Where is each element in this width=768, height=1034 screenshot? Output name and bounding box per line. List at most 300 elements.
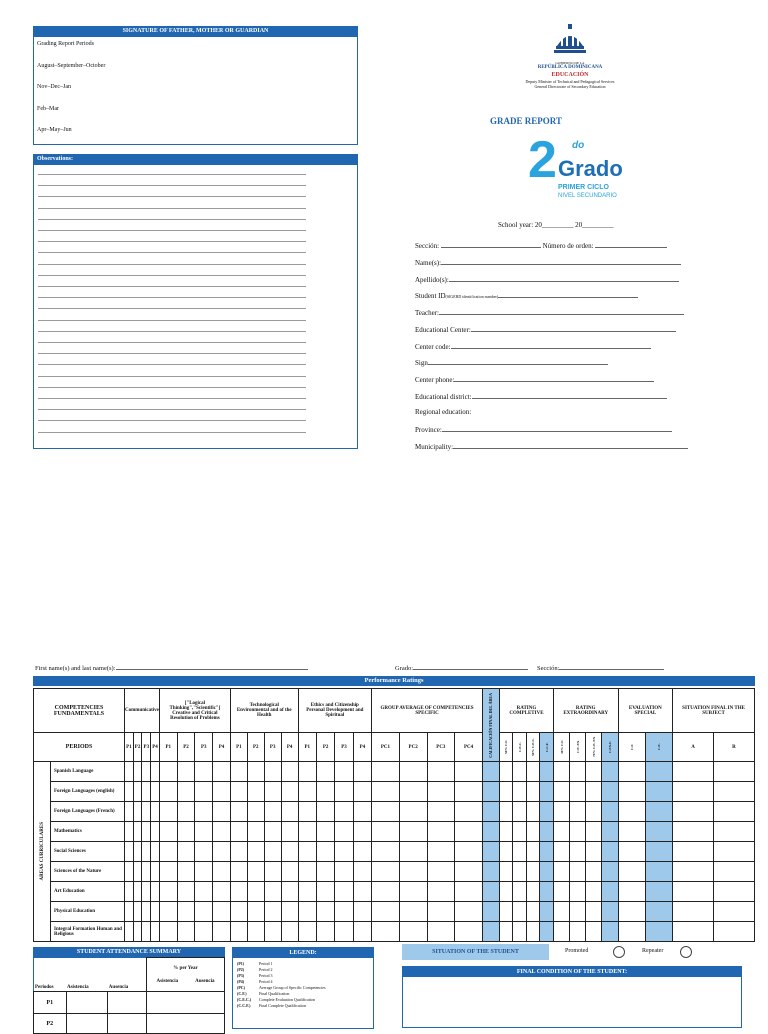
sign-field[interactable] bbox=[415, 358, 608, 367]
grade-cell[interactable] bbox=[247, 882, 264, 902]
grade-cell[interactable] bbox=[499, 902, 512, 922]
observation-line[interactable] bbox=[38, 398, 306, 399]
grade-cell[interactable] bbox=[602, 782, 618, 802]
grade-cell[interactable] bbox=[298, 922, 316, 942]
grade-cell[interactable] bbox=[399, 802, 427, 822]
grade-cell[interactable] bbox=[298, 882, 316, 902]
grade-cell[interactable] bbox=[513, 802, 526, 822]
grade-cell[interactable] bbox=[645, 782, 672, 802]
grade-cell[interactable] bbox=[298, 862, 316, 882]
grade-cell[interactable] bbox=[142, 882, 151, 902]
grade-cell[interactable] bbox=[570, 882, 586, 902]
center-code-field[interactable] bbox=[415, 342, 651, 351]
grade-cell[interactable] bbox=[618, 842, 645, 862]
grade-cell[interactable] bbox=[553, 862, 569, 882]
grade-cell[interactable] bbox=[586, 862, 602, 882]
grade-cell[interactable] bbox=[264, 782, 281, 802]
grade-cell[interactable] bbox=[427, 762, 455, 782]
grade-cell[interactable] bbox=[213, 822, 231, 842]
observation-line[interactable] bbox=[38, 208, 306, 209]
grade-cell[interactable] bbox=[159, 882, 177, 902]
grade-cell[interactable] bbox=[159, 842, 177, 862]
promoted-radio[interactable] bbox=[613, 946, 625, 958]
grade-cell[interactable] bbox=[482, 762, 499, 782]
grade-cell[interactable] bbox=[335, 922, 353, 942]
grade-cell[interactable] bbox=[618, 862, 645, 882]
grade-cell[interactable] bbox=[499, 762, 512, 782]
grade-cell[interactable] bbox=[195, 782, 213, 802]
grade-cell[interactable] bbox=[570, 782, 586, 802]
grade-cell[interactable] bbox=[713, 762, 754, 782]
grade-cell[interactable] bbox=[195, 842, 213, 862]
observation-line[interactable] bbox=[38, 376, 306, 377]
grade-cell[interactable] bbox=[125, 782, 134, 802]
grade-cell[interactable] bbox=[195, 862, 213, 882]
grade-cell[interactable] bbox=[125, 802, 134, 822]
grade-cell[interactable] bbox=[247, 902, 264, 922]
grade-cell[interactable] bbox=[570, 922, 586, 942]
apellidos-field[interactable] bbox=[415, 275, 679, 284]
grade-cell[interactable] bbox=[125, 882, 134, 902]
grade-cell[interactable] bbox=[133, 762, 142, 782]
grade-cell[interactable] bbox=[540, 782, 554, 802]
grade-cell[interactable] bbox=[298, 782, 316, 802]
grade-cell[interactable] bbox=[230, 822, 247, 842]
grade-cell[interactable] bbox=[540, 762, 554, 782]
grade-cell[interactable] bbox=[602, 882, 618, 902]
observation-line[interactable] bbox=[38, 286, 306, 287]
grade-cell[interactable] bbox=[427, 922, 455, 942]
observation-line[interactable] bbox=[38, 353, 306, 354]
grade-cell[interactable] bbox=[142, 782, 151, 802]
grade-cell[interactable] bbox=[673, 782, 714, 802]
observation-line[interactable] bbox=[38, 174, 306, 175]
grade-cell[interactable] bbox=[159, 922, 177, 942]
grade-cell[interactable] bbox=[133, 902, 142, 922]
grade-cell[interactable] bbox=[540, 842, 554, 862]
grade-cell[interactable] bbox=[213, 862, 231, 882]
grade-cell[interactable] bbox=[499, 842, 512, 862]
grade-cell[interactable] bbox=[316, 802, 334, 822]
grade-cell[interactable] bbox=[151, 902, 160, 922]
grade-cell[interactable] bbox=[264, 882, 281, 902]
grade-cell[interactable] bbox=[586, 902, 602, 922]
grade-cell[interactable] bbox=[133, 922, 142, 942]
grade-cell[interactable] bbox=[586, 882, 602, 902]
grade-cell[interactable] bbox=[133, 882, 142, 902]
grade-cell[interactable] bbox=[335, 862, 353, 882]
grade-cell[interactable] bbox=[264, 842, 281, 862]
grade-cell[interactable] bbox=[230, 782, 247, 802]
grade-cell[interactable] bbox=[586, 822, 602, 842]
grade-cell[interactable] bbox=[427, 802, 455, 822]
grade-cell[interactable] bbox=[213, 882, 231, 902]
grade-cell[interactable] bbox=[602, 862, 618, 882]
grade-cell[interactable] bbox=[482, 902, 499, 922]
name-line[interactable] bbox=[35, 664, 308, 672]
grade-cell[interactable] bbox=[455, 902, 483, 922]
grade-cell[interactable] bbox=[195, 802, 213, 822]
grade-cell[interactable] bbox=[177, 842, 195, 862]
grade-cell[interactable] bbox=[335, 842, 353, 862]
grade-cell[interactable] bbox=[177, 782, 195, 802]
grade-cell[interactable] bbox=[570, 802, 586, 822]
grade-cell[interactable] bbox=[159, 822, 177, 842]
grade-cell[interactable] bbox=[177, 902, 195, 922]
province-field[interactable] bbox=[415, 425, 672, 434]
grade-cell[interactable] bbox=[570, 902, 586, 922]
grade-cell[interactable] bbox=[427, 862, 455, 882]
grade-cell[interactable] bbox=[151, 782, 160, 802]
grade-cell[interactable] bbox=[713, 782, 754, 802]
grade-cell[interactable] bbox=[540, 822, 554, 842]
grade-cell[interactable] bbox=[298, 842, 316, 862]
grade-cell[interactable] bbox=[645, 922, 672, 942]
grade-cell[interactable] bbox=[247, 762, 264, 782]
grade-cell[interactable] bbox=[264, 902, 281, 922]
grade-cell[interactable] bbox=[553, 882, 569, 902]
grade-cell[interactable] bbox=[618, 802, 645, 822]
grade-cell[interactable] bbox=[353, 922, 371, 942]
grade-cell[interactable] bbox=[513, 842, 526, 862]
grade-cell[interactable] bbox=[335, 782, 353, 802]
grade-cell[interactable] bbox=[526, 802, 539, 822]
grade-cell[interactable] bbox=[159, 762, 177, 782]
grade-cell[interactable] bbox=[526, 762, 539, 782]
grado-line[interactable] bbox=[395, 664, 528, 672]
seccion-field[interactable] bbox=[415, 241, 667, 250]
grade-cell[interactable] bbox=[499, 862, 512, 882]
observation-line[interactable] bbox=[38, 241, 306, 242]
grade-cell[interactable] bbox=[645, 882, 672, 902]
grade-cell[interactable] bbox=[570, 822, 586, 842]
observation-line[interactable] bbox=[38, 320, 306, 321]
grade-cell[interactable] bbox=[353, 762, 371, 782]
grade-cell[interactable] bbox=[195, 882, 213, 902]
grade-cell[interactable] bbox=[177, 762, 195, 782]
grade-cell[interactable] bbox=[513, 822, 526, 842]
grade-cell[interactable] bbox=[526, 902, 539, 922]
grade-cell[interactable] bbox=[353, 842, 371, 862]
grade-cell[interactable] bbox=[177, 882, 195, 902]
grade-cell[interactable] bbox=[586, 842, 602, 862]
grade-cell[interactable] bbox=[133, 802, 142, 822]
grade-cell[interactable] bbox=[673, 902, 714, 922]
grade-cell[interactable] bbox=[281, 922, 298, 942]
grade-cell[interactable] bbox=[151, 862, 160, 882]
grade-cell[interactable] bbox=[195, 922, 213, 942]
district-field[interactable] bbox=[415, 392, 667, 401]
grade-cell[interactable] bbox=[230, 862, 247, 882]
observation-line[interactable] bbox=[38, 420, 306, 421]
grade-cell[interactable] bbox=[213, 842, 231, 862]
grade-cell[interactable] bbox=[602, 802, 618, 822]
repeater-radio[interactable] bbox=[680, 946, 692, 958]
grade-cell[interactable] bbox=[570, 762, 586, 782]
observation-line[interactable] bbox=[38, 387, 306, 388]
grade-cell[interactable] bbox=[133, 862, 142, 882]
grade-cell[interactable] bbox=[526, 862, 539, 882]
grade-cell[interactable] bbox=[247, 782, 264, 802]
grade-cell[interactable] bbox=[177, 802, 195, 822]
grade-cell[interactable] bbox=[673, 762, 714, 782]
grade-cell[interactable] bbox=[586, 782, 602, 802]
grade-cell[interactable] bbox=[316, 882, 334, 902]
grade-cell[interactable] bbox=[427, 842, 455, 862]
grade-cell[interactable] bbox=[645, 822, 672, 842]
grade-cell[interactable] bbox=[499, 782, 512, 802]
grade-cell[interactable] bbox=[298, 802, 316, 822]
observation-line[interactable] bbox=[38, 230, 306, 231]
observation-line[interactable] bbox=[38, 275, 306, 276]
grade-cell[interactable] bbox=[455, 842, 483, 862]
grade-cell[interactable] bbox=[526, 842, 539, 862]
grade-cell[interactable] bbox=[316, 782, 334, 802]
grade-cell[interactable] bbox=[513, 902, 526, 922]
grade-cell[interactable] bbox=[553, 842, 569, 862]
grade-cell[interactable] bbox=[247, 862, 264, 882]
grade-cell[interactable] bbox=[399, 902, 427, 922]
grade-cell[interactable] bbox=[586, 922, 602, 942]
grade-cell[interactable] bbox=[553, 782, 569, 802]
grade-cell[interactable] bbox=[618, 762, 645, 782]
grade-cell[interactable] bbox=[553, 822, 569, 842]
grade-cell[interactable] bbox=[713, 842, 754, 862]
grade-cell[interactable] bbox=[570, 842, 586, 862]
observation-line[interactable] bbox=[38, 342, 306, 343]
grade-cell[interactable] bbox=[372, 902, 400, 922]
grade-cell[interactable] bbox=[513, 762, 526, 782]
grade-cell[interactable] bbox=[335, 802, 353, 822]
grade-cell[interactable] bbox=[645, 862, 672, 882]
grade-cell[interactable] bbox=[602, 842, 618, 862]
grade-cell[interactable] bbox=[264, 922, 281, 942]
grade-cell[interactable] bbox=[335, 822, 353, 842]
grade-cell[interactable] bbox=[372, 922, 400, 942]
observation-line[interactable] bbox=[38, 297, 306, 298]
grade-cell[interactable] bbox=[399, 862, 427, 882]
grade-cell[interactable] bbox=[353, 862, 371, 882]
grade-cell[interactable] bbox=[230, 882, 247, 902]
grade-cell[interactable] bbox=[618, 782, 645, 802]
teacher-field[interactable] bbox=[415, 308, 684, 317]
grade-cell[interactable] bbox=[399, 882, 427, 902]
grade-cell[interactable] bbox=[553, 902, 569, 922]
grade-cell[interactable] bbox=[151, 922, 160, 942]
grade-cell[interactable] bbox=[645, 802, 672, 822]
grade-cell[interactable] bbox=[455, 802, 483, 822]
grade-cell[interactable] bbox=[673, 882, 714, 902]
grade-cell[interactable] bbox=[159, 782, 177, 802]
grade-cell[interactable] bbox=[316, 902, 334, 922]
observation-line[interactable] bbox=[38, 308, 306, 309]
grade-cell[interactable] bbox=[264, 822, 281, 842]
grade-cell[interactable] bbox=[213, 902, 231, 922]
grade-cell[interactable] bbox=[213, 782, 231, 802]
observation-line[interactable] bbox=[38, 331, 306, 332]
grade-cell[interactable] bbox=[427, 902, 455, 922]
grade-cell[interactable] bbox=[125, 762, 134, 782]
grade-cell[interactable] bbox=[142, 902, 151, 922]
grade-cell[interactable] bbox=[399, 842, 427, 862]
grade-cell[interactable] bbox=[482, 862, 499, 882]
grade-cell[interactable] bbox=[151, 802, 160, 822]
grade-cell[interactable] bbox=[540, 902, 554, 922]
grade-cell[interactable] bbox=[455, 822, 483, 842]
att-cell[interactable] bbox=[108, 992, 147, 1014]
grade-cell[interactable] bbox=[602, 902, 618, 922]
grade-cell[interactable] bbox=[427, 782, 455, 802]
regional-field[interactable] bbox=[415, 408, 471, 416]
grade-cell[interactable] bbox=[586, 802, 602, 822]
grade-cell[interactable] bbox=[673, 922, 714, 942]
grade-cell[interactable] bbox=[618, 882, 645, 902]
grade-cell[interactable] bbox=[553, 762, 569, 782]
grade-cell[interactable] bbox=[142, 762, 151, 782]
grade-cell[interactable] bbox=[482, 922, 499, 942]
grade-cell[interactable] bbox=[602, 822, 618, 842]
grade-cell[interactable] bbox=[195, 822, 213, 842]
att-cell[interactable] bbox=[66, 992, 108, 1014]
grade-cell[interactable] bbox=[151, 762, 160, 782]
grade-cell[interactable] bbox=[372, 782, 400, 802]
grade-cell[interactable] bbox=[618, 822, 645, 842]
grade-cell[interactable] bbox=[713, 902, 754, 922]
grade-cell[interactable] bbox=[281, 802, 298, 822]
grade-cell[interactable] bbox=[177, 862, 195, 882]
grade-cell[interactable] bbox=[281, 882, 298, 902]
grade-cell[interactable] bbox=[499, 822, 512, 842]
grade-cell[interactable] bbox=[133, 822, 142, 842]
grade-cell[interactable] bbox=[526, 882, 539, 902]
grade-cell[interactable] bbox=[353, 802, 371, 822]
grade-cell[interactable] bbox=[316, 822, 334, 842]
grade-cell[interactable] bbox=[673, 862, 714, 882]
grade-cell[interactable] bbox=[316, 762, 334, 782]
grade-cell[interactable] bbox=[159, 802, 177, 822]
seccion-line[interactable] bbox=[537, 664, 664, 672]
grade-cell[interactable] bbox=[316, 842, 334, 862]
grade-cell[interactable] bbox=[713, 882, 754, 902]
grade-cell[interactable] bbox=[713, 822, 754, 842]
grade-cell[interactable] bbox=[570, 862, 586, 882]
grade-cell[interactable] bbox=[372, 842, 400, 862]
grade-cell[interactable] bbox=[195, 902, 213, 922]
grade-cell[interactable] bbox=[540, 802, 554, 822]
grade-cell[interactable] bbox=[618, 922, 645, 942]
observation-line[interactable] bbox=[38, 432, 306, 433]
grade-cell[interactable] bbox=[230, 762, 247, 782]
grade-cell[interactable] bbox=[353, 902, 371, 922]
grade-cell[interactable] bbox=[230, 902, 247, 922]
grade-cell[interactable] bbox=[142, 802, 151, 822]
grade-cell[interactable] bbox=[399, 782, 427, 802]
grade-cell[interactable] bbox=[482, 882, 499, 902]
grade-cell[interactable] bbox=[372, 862, 400, 882]
grade-cell[interactable] bbox=[125, 862, 134, 882]
grade-cell[interactable] bbox=[713, 862, 754, 882]
grade-cell[interactable] bbox=[427, 822, 455, 842]
grade-cell[interactable] bbox=[151, 882, 160, 902]
grade-cell[interactable] bbox=[247, 802, 264, 822]
grade-cell[interactable] bbox=[151, 822, 160, 842]
grade-cell[interactable] bbox=[427, 882, 455, 902]
grade-cell[interactable] bbox=[513, 882, 526, 902]
grade-cell[interactable] bbox=[513, 922, 526, 942]
grade-cell[interactable] bbox=[247, 842, 264, 862]
grade-cell[interactable] bbox=[372, 822, 400, 842]
grade-cell[interactable] bbox=[526, 922, 539, 942]
grade-cell[interactable] bbox=[602, 762, 618, 782]
grade-cell[interactable] bbox=[353, 782, 371, 802]
grade-cell[interactable] bbox=[125, 842, 134, 862]
observation-line[interactable] bbox=[38, 364, 306, 365]
grade-cell[interactable] bbox=[482, 842, 499, 862]
grade-cell[interactable] bbox=[372, 762, 400, 782]
grade-cell[interactable] bbox=[455, 922, 483, 942]
grade-cell[interactable] bbox=[281, 782, 298, 802]
grade-cell[interactable] bbox=[230, 802, 247, 822]
grade-cell[interactable] bbox=[142, 922, 151, 942]
observation-line[interactable] bbox=[38, 196, 306, 197]
grade-cell[interactable] bbox=[281, 822, 298, 842]
grade-cell[interactable] bbox=[455, 782, 483, 802]
grade-cell[interactable] bbox=[645, 762, 672, 782]
grade-cell[interactable] bbox=[553, 922, 569, 942]
observation-line[interactable] bbox=[38, 409, 306, 410]
grade-cell[interactable] bbox=[673, 842, 714, 862]
grade-cell[interactable] bbox=[316, 922, 334, 942]
school-year[interactable]: School year: 20_________ 20_________ bbox=[498, 221, 614, 229]
grade-cell[interactable] bbox=[513, 782, 526, 802]
grade-cell[interactable] bbox=[159, 902, 177, 922]
grade-cell[interactable] bbox=[399, 762, 427, 782]
grade-cell[interactable] bbox=[455, 862, 483, 882]
observation-line[interactable] bbox=[38, 264, 306, 265]
grade-cell[interactable] bbox=[125, 922, 134, 942]
student-id-field[interactable] bbox=[415, 291, 638, 300]
grade-cell[interactable] bbox=[645, 842, 672, 862]
grade-cell[interactable] bbox=[298, 902, 316, 922]
grade-cell[interactable] bbox=[455, 762, 483, 782]
grade-cell[interactable] bbox=[618, 902, 645, 922]
grade-cell[interactable] bbox=[482, 782, 499, 802]
center-field[interactable] bbox=[415, 325, 676, 334]
grade-cell[interactable] bbox=[177, 822, 195, 842]
municipality-field[interactable] bbox=[415, 442, 688, 451]
observation-line[interactable] bbox=[38, 252, 306, 253]
grade-cell[interactable] bbox=[213, 762, 231, 782]
grade-cell[interactable] bbox=[513, 862, 526, 882]
grade-cell[interactable] bbox=[195, 762, 213, 782]
grade-cell[interactable] bbox=[281, 902, 298, 922]
grade-cell[interactable] bbox=[177, 922, 195, 942]
grade-cell[interactable] bbox=[482, 802, 499, 822]
observations-field[interactable] bbox=[33, 164, 358, 449]
grade-cell[interactable] bbox=[335, 902, 353, 922]
observation-line[interactable] bbox=[38, 185, 306, 186]
grade-cell[interactable] bbox=[335, 882, 353, 902]
grade-cell[interactable] bbox=[264, 802, 281, 822]
grade-cell[interactable] bbox=[281, 862, 298, 882]
grade-cell[interactable] bbox=[526, 782, 539, 802]
grade-cell[interactable] bbox=[142, 862, 151, 882]
names-field[interactable] bbox=[415, 258, 681, 267]
center-phone-field[interactable] bbox=[415, 375, 654, 384]
grade-cell[interactable] bbox=[353, 822, 371, 842]
grade-cell[interactable] bbox=[125, 902, 134, 922]
grade-cell[interactable] bbox=[540, 862, 554, 882]
